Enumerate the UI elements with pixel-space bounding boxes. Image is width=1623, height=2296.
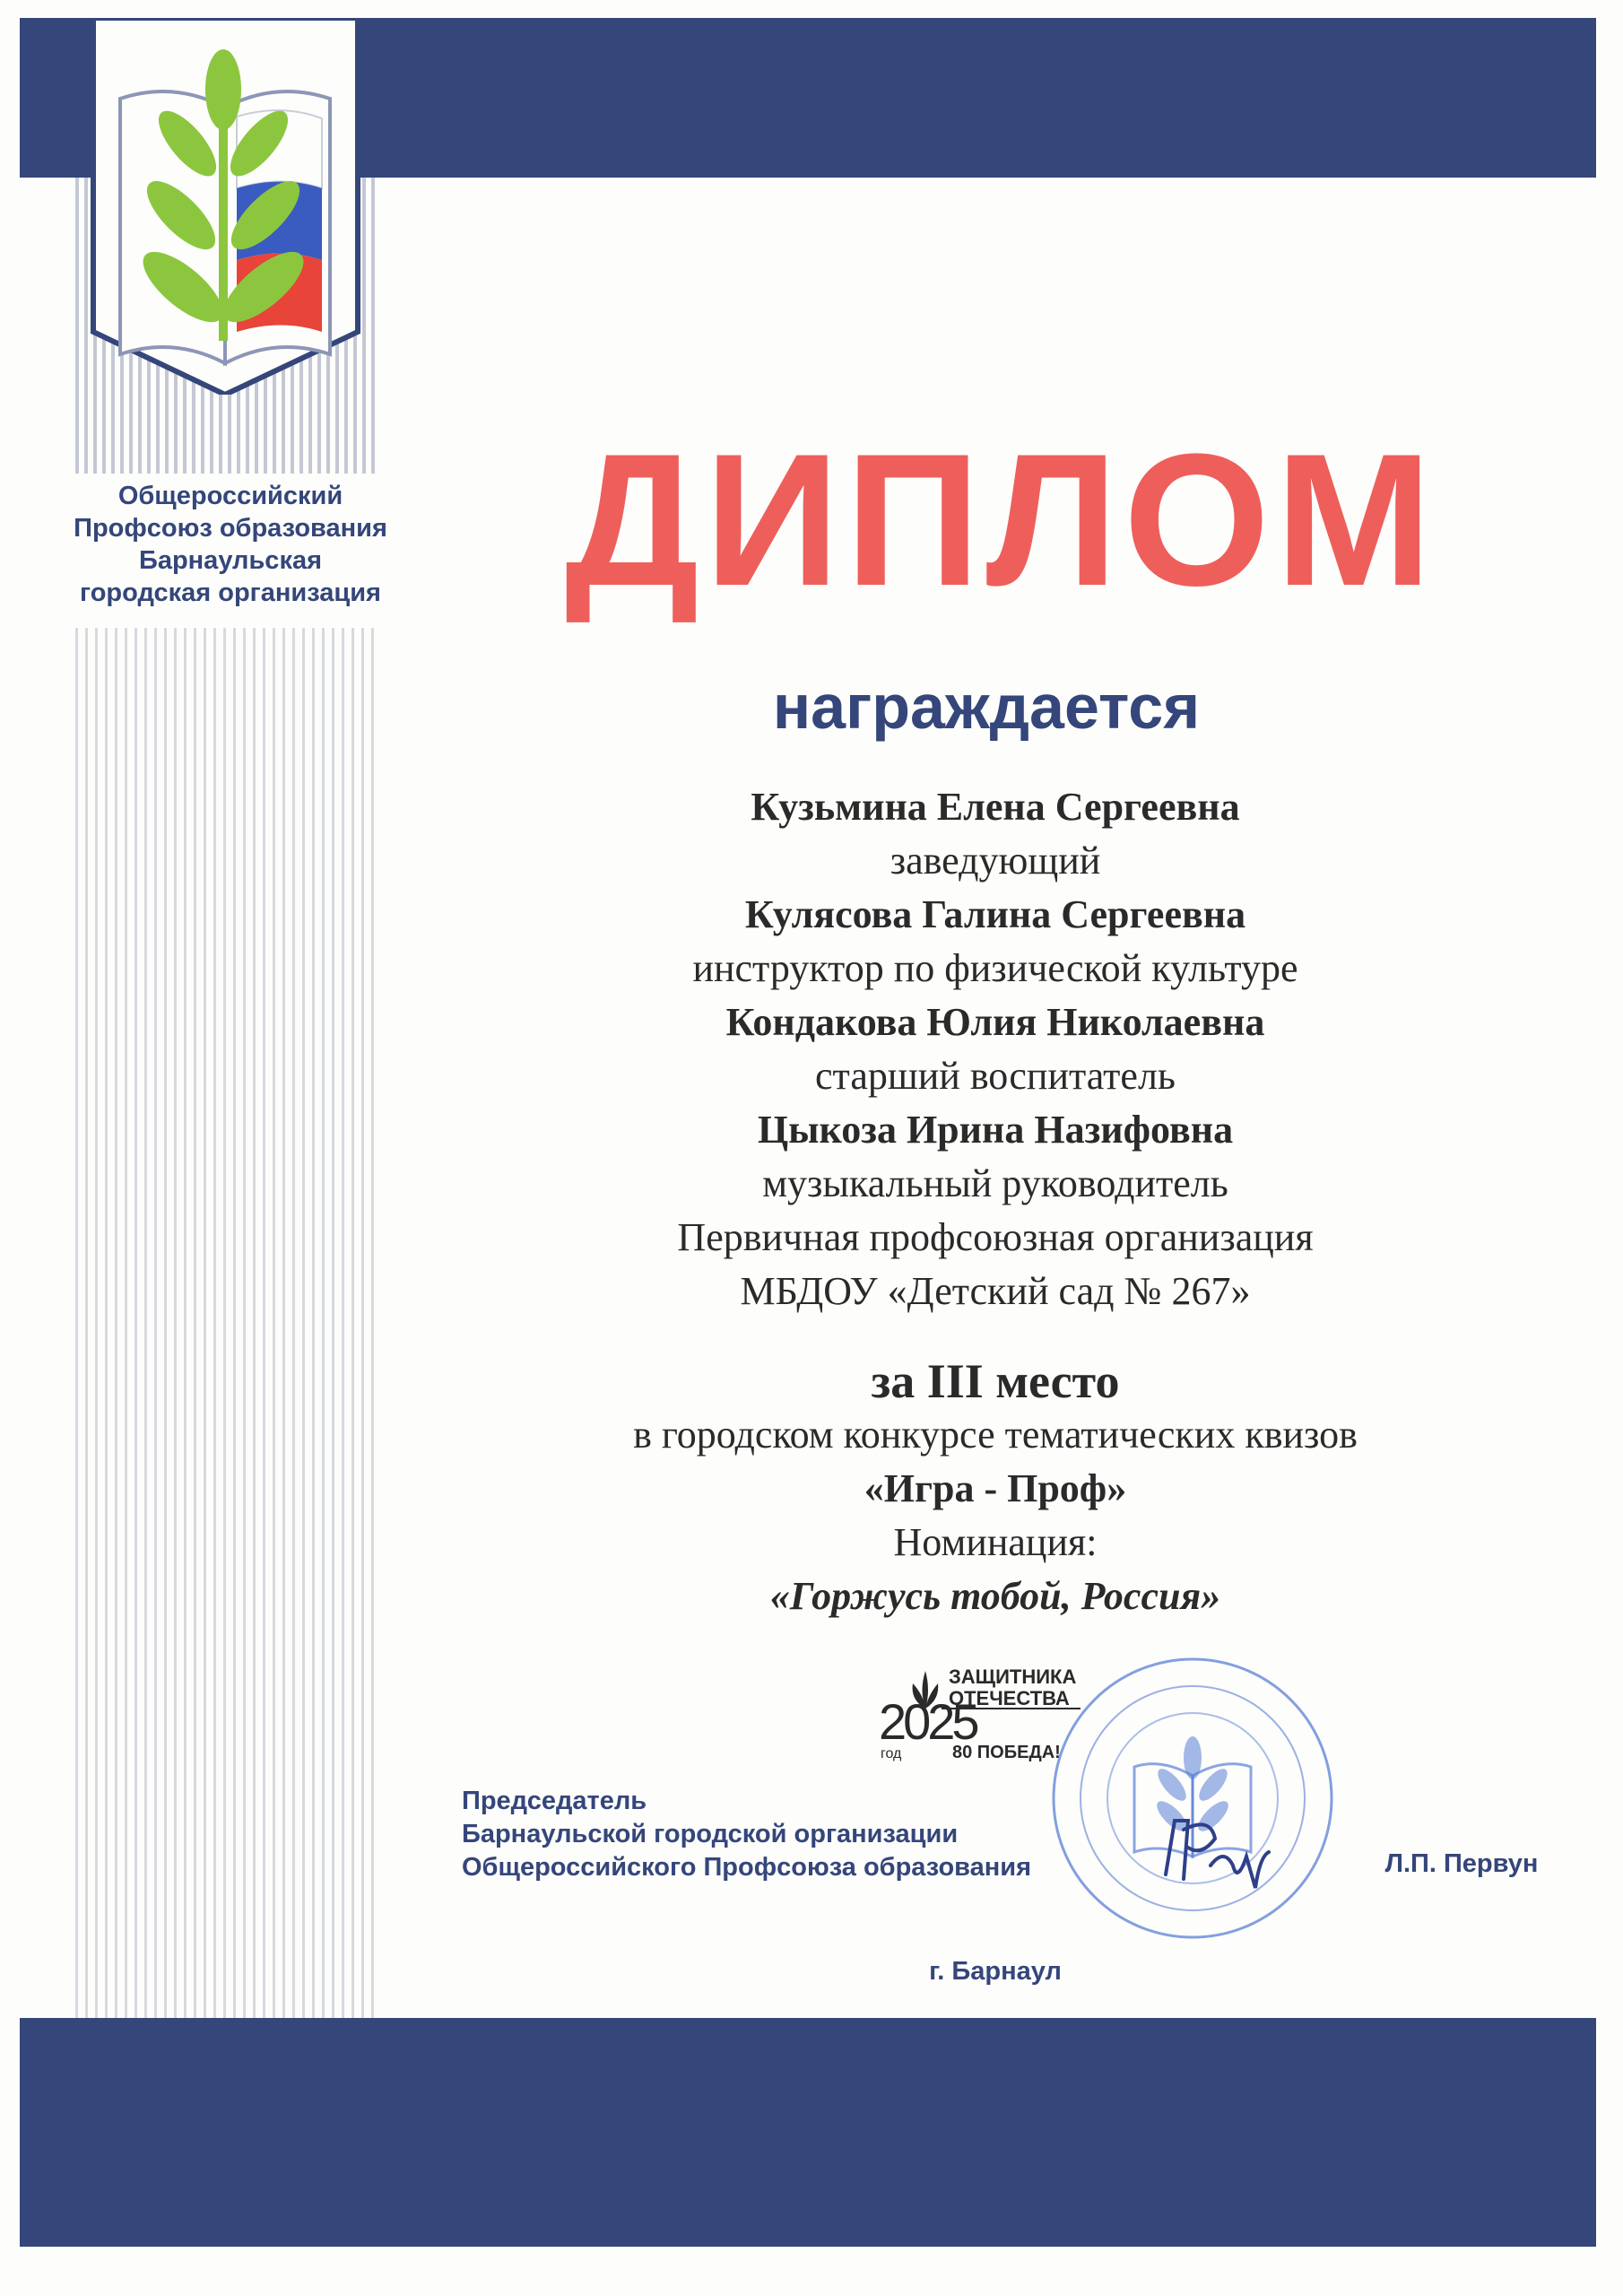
recipient-name: Кондакова Юлия Николаевна xyxy=(725,1000,1265,1044)
recipient-position: заведующий xyxy=(890,839,1101,883)
org-name-line: Барнаульская xyxy=(138,546,323,575)
side-stripes xyxy=(75,628,376,2018)
spacer xyxy=(502,1318,1488,1354)
awarded-subtitle: награждается xyxy=(772,672,1201,742)
contest-name: «Игра - Проф» xyxy=(864,1466,1127,1510)
org-name-line: Общероссийский xyxy=(117,482,343,510)
emblem-line2: ОТЕЧЕСТВА xyxy=(949,1687,1070,1709)
recipient-position: старший воспитатель xyxy=(815,1054,1176,1098)
organization-name xyxy=(56,480,405,609)
emblem-year-label: год xyxy=(881,1746,902,1761)
signatory-title-line: Председатель xyxy=(462,1787,647,1815)
union-logo xyxy=(75,18,376,395)
recipient-position: музыкальный руководитель xyxy=(762,1161,1228,1205)
nomination-name: «Горжусь тобой, Россия» xyxy=(769,1574,1221,1618)
city-name: г. Барнаул xyxy=(929,1957,1062,1986)
recipient-name: Кулясова Галина Сергеевна xyxy=(744,892,1246,936)
recipient-name: Цыкоза Ирина Назифовна xyxy=(757,1108,1234,1152)
signatory-name: Л.П. Первун xyxy=(1384,1849,1539,1878)
signatory-title-line: Общероссийского Профсоюза образования xyxy=(462,1853,1032,1882)
signatory-title xyxy=(462,1785,1089,1884)
handwritten-signature xyxy=(1148,1803,1273,1901)
emblem-line3: 80 ПОБЕДА! xyxy=(952,1743,1061,1762)
org-name-line: городская организация xyxy=(80,578,381,607)
award-place: за III место xyxy=(871,1354,1120,1408)
primary-organization: Первичная профсоюзная организация xyxy=(677,1215,1314,1259)
contest-description: в городском конкурсе тематических квизов xyxy=(633,1413,1358,1457)
award-body xyxy=(502,780,1488,1623)
recipient-position: инструктор по физической культуре xyxy=(692,946,1298,990)
kindergarten-name: МБДОУ «Детский сад № 267» xyxy=(740,1269,1251,1313)
recipient-name: Кузьмина Елена Сергеевна xyxy=(751,785,1240,829)
org-name-line: Профсоюз образования xyxy=(74,514,387,543)
bottom-band xyxy=(20,2018,1596,2247)
diploma-title: ДИПЛОМ xyxy=(565,414,1438,625)
emblem-line1: ЗАЩИТНИКА xyxy=(949,1665,1077,1688)
nomination-label: Номинация: xyxy=(893,1520,1098,1564)
signatory-title-line: Барнаульской городской организации xyxy=(462,1820,959,1848)
emblem-year: 2025 xyxy=(879,1693,976,1750)
